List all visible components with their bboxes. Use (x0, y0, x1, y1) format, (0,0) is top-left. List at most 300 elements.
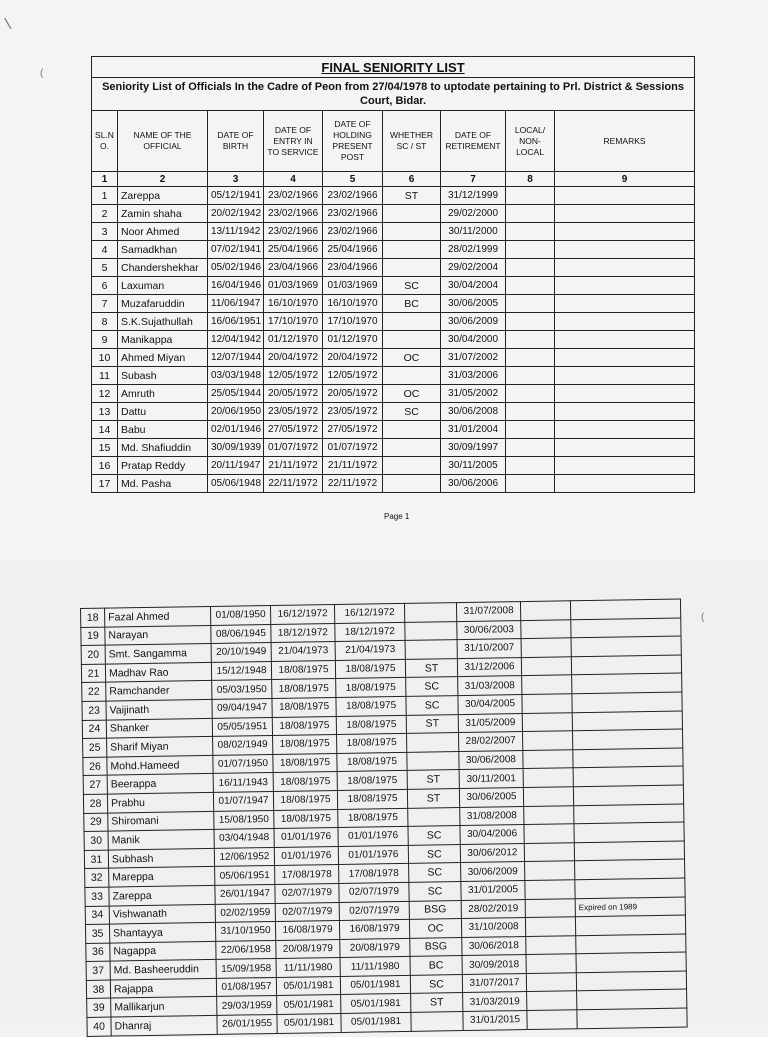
table-row (92, 277, 695, 295)
table-row (92, 313, 695, 331)
cell-category (383, 475, 441, 493)
column-number: 6 (383, 172, 441, 187)
cell-remarks (573, 748, 683, 768)
cell-date-of-present-post: 23/02/1966 (323, 223, 383, 241)
cell-date-of-entry: 21/11/1972 (264, 457, 323, 475)
table-row (92, 259, 695, 277)
cell-date-of-entry: 18/08/1975 (273, 753, 337, 773)
cell-official-name: Laxuman (118, 277, 208, 295)
table-row (92, 385, 695, 403)
cell-sl-no: 11 (92, 367, 118, 385)
cell-date-of-birth: 26/01/1955 (217, 1015, 277, 1035)
cell-local-status (506, 187, 555, 205)
cell-official-name: Manik (108, 830, 214, 850)
cell-category: OC (383, 385, 441, 403)
header-date-of-present-post: DATE OF HOLDING PRESENT POST (323, 111, 383, 172)
cell-date-of-entry: 01/07/1972 (264, 439, 323, 457)
cell-remarks (555, 403, 695, 421)
table-body (81, 599, 688, 1036)
cell-remarks (573, 766, 683, 786)
cell-remarks (577, 989, 687, 1009)
cell-date-of-entry: 22/11/1972 (264, 475, 323, 493)
cell-local-status (524, 842, 574, 861)
cell-date-of-present-post: 22/11/1972 (323, 475, 383, 493)
cell-remarks (572, 711, 682, 731)
cell-category (404, 603, 456, 622)
cell-date-of-present-post: 01/01/1976 (338, 827, 408, 847)
cell-date-of-retirement: 31/12/1999 (441, 187, 506, 205)
cell-date-of-retirement: 30/06/2018 (462, 936, 526, 956)
header-remarks: REMARKS (555, 111, 695, 172)
cell-sl-no: 34 (85, 906, 109, 925)
cell-date-of-present-post: 20/05/1972 (323, 385, 383, 403)
cell-remarks (555, 223, 695, 241)
cell-date-of-retirement: 28/02/2007 (459, 732, 523, 752)
cell-date-of-birth: 31/10/1950 (215, 922, 275, 942)
cell-official-name: Manikappa (118, 331, 208, 349)
table-row (92, 295, 695, 313)
cell-date-of-retirement: 30/06/2008 (441, 403, 506, 421)
cell-date-of-entry: 17/08/1978 (275, 865, 339, 885)
column-number-row (92, 172, 695, 187)
cell-date-of-entry: 23/02/1966 (264, 223, 323, 241)
cell-date-of-birth: 15/09/1958 (216, 959, 276, 979)
cell-category: SC (406, 696, 458, 715)
cell-date-of-birth: 20/10/1949 (211, 643, 271, 663)
cell-date-of-retirement: 30/09/1997 (441, 439, 506, 457)
cell-date-of-birth: 01/07/1947 (213, 791, 273, 811)
cell-official-name: Pratap Reddy (118, 457, 208, 475)
cell-date-of-present-post: 20/04/1972 (323, 349, 383, 367)
cell-official-name: Mareppa (109, 867, 215, 887)
cell-local-status (526, 954, 576, 973)
cell-date-of-entry: 18/08/1975 (272, 716, 336, 736)
cell-date-of-retirement: 30/06/2009 (441, 313, 506, 331)
cell-sl-no: 26 (83, 757, 107, 776)
cell-official-name: Chandershekhar (118, 259, 208, 277)
cell-date-of-birth: 01/08/1950 (210, 606, 270, 626)
cell-sl-no: 7 (92, 295, 118, 313)
cell-date-of-birth: 11/06/1947 (208, 295, 264, 313)
table-row (92, 421, 695, 439)
cell-date-of-birth: 16/06/1951 (208, 313, 264, 331)
cell-category (383, 223, 441, 241)
cell-official-name: Subhash (108, 848, 214, 868)
cell-category: BSG (409, 900, 461, 919)
cell-sl-no: 12 (92, 385, 118, 403)
cell-sl-no: 27 (83, 775, 107, 794)
cell-local-status (521, 638, 571, 657)
cell-sl-no: 37 (86, 961, 110, 980)
cell-remarks (571, 655, 681, 675)
cell-date-of-birth: 03/03/1948 (208, 367, 264, 385)
cell-category: BC (410, 956, 462, 975)
cell-category (407, 751, 459, 770)
cell-sl-no: 9 (92, 331, 118, 349)
cell-official-name: Mallikarjun (111, 997, 217, 1017)
cell-remarks (576, 971, 686, 991)
cell-local-status (506, 241, 555, 259)
cell-official-name: Mohd.Hameed (107, 755, 213, 775)
cell-date-of-entry: 18/08/1975 (272, 697, 336, 717)
cell-date-of-entry: 18/12/1972 (271, 623, 335, 643)
cell-date-of-present-post: 21/04/1973 (335, 641, 405, 661)
cell-official-name: Beerappa (107, 774, 213, 794)
table-row (92, 205, 695, 223)
cell-date-of-birth: 20/11/1947 (208, 457, 264, 475)
cell-date-of-present-post: 18/08/1975 (336, 715, 406, 735)
cell-official-name: Babu (118, 421, 208, 439)
cell-local-status (506, 349, 555, 367)
header-date-of-birth: DATE OF BIRTH (208, 111, 264, 172)
cell-sl-no: 33 (85, 887, 109, 906)
cell-date-of-present-post: 11/11/1980 (340, 957, 410, 977)
cell-official-name: Muzafaruddin (118, 295, 208, 313)
margin-mark: ( (40, 68, 44, 79)
cell-date-of-birth: 16/11/1943 (213, 773, 273, 793)
cell-date-of-retirement: 28/02/2019 (461, 899, 525, 919)
header-official-name: NAME OF THE OFFICIAL (118, 111, 208, 172)
cell-official-name: Shanker (106, 718, 212, 738)
cell-sl-no: 1 (92, 187, 118, 205)
cell-remarks (572, 729, 682, 749)
cell-sl-no: 2 (92, 205, 118, 223)
cell-date-of-entry: 18/08/1975 (274, 809, 338, 829)
cell-remarks (555, 421, 695, 439)
cell-date-of-retirement: 31/03/2008 (458, 676, 522, 696)
cell-date-of-entry: 01/03/1969 (264, 277, 323, 295)
cell-category (383, 241, 441, 259)
column-number: 9 (555, 172, 695, 187)
cell-category: ST (407, 789, 459, 808)
cell-remarks (555, 187, 695, 205)
table-row (92, 367, 695, 385)
cell-date-of-birth: 05/06/1948 (208, 475, 264, 493)
column-number: 1 (92, 172, 118, 187)
cell-date-of-present-post: 25/04/1966 (323, 241, 383, 259)
cell-date-of-entry: 23/02/1966 (264, 205, 323, 223)
cell-date-of-present-post: 18/08/1975 (337, 752, 407, 772)
cell-date-of-birth: 03/04/1948 (214, 829, 274, 849)
cell-remarks (575, 915, 685, 935)
cell-category: SC (383, 403, 441, 421)
cell-date-of-retirement: 30/04/2005 (458, 695, 522, 715)
cell-date-of-present-post: 18/08/1975 (338, 808, 408, 828)
cell-category (408, 807, 460, 826)
cell-official-name: Zareppa (109, 885, 215, 905)
cell-date-of-retirement: 30/04/2006 (460, 825, 524, 845)
cell-date-of-present-post: 23/05/1972 (323, 403, 383, 421)
cell-sl-no: 22 (82, 682, 106, 701)
cell-sl-no: 30 (84, 831, 108, 850)
header-local-status: LOCAL/ NON- LOCAL (506, 111, 555, 172)
cell-official-name: Dhanraj (111, 1015, 217, 1035)
document-title: FINAL SENIORITY LIST (92, 57, 695, 78)
cell-date-of-entry: 05/01/1981 (277, 1014, 341, 1034)
cell-date-of-retirement: 31/07/2008 (456, 602, 520, 622)
cell-date-of-entry: 18/08/1975 (272, 679, 336, 699)
cell-remarks (555, 475, 695, 493)
cell-date-of-retirement: 31/03/2019 (463, 992, 527, 1012)
cell-official-name: Noor Ahmed (118, 223, 208, 241)
cell-category (383, 259, 441, 277)
cell-date-of-entry: 02/07/1979 (275, 883, 339, 903)
cell-local-status (506, 367, 555, 385)
cell-local-status (522, 712, 572, 731)
cell-date-of-entry: 02/07/1979 (275, 902, 339, 922)
cell-date-of-present-post: 18/12/1972 (335, 622, 405, 642)
column-number: 2 (118, 172, 208, 187)
cell-date-of-present-post: 17/08/1978 (339, 864, 409, 884)
cell-date-of-entry: 27/05/1972 (264, 421, 323, 439)
cell-local-status (506, 295, 555, 313)
cell-official-name: Nagappa (110, 941, 216, 961)
cell-date-of-entry: 17/10/1970 (264, 313, 323, 331)
cell-category (383, 439, 441, 457)
cell-sl-no: 3 (92, 223, 118, 241)
cell-date-of-entry: 18/08/1975 (271, 660, 335, 680)
cell-sl-no: 35 (85, 924, 109, 943)
cell-local-status (506, 403, 555, 421)
cell-date-of-entry: 01/01/1976 (274, 828, 338, 848)
cell-date-of-present-post: 05/01/1981 (341, 994, 411, 1014)
column-header-row (92, 111, 695, 172)
cell-date-of-birth: 05/05/1951 (212, 717, 272, 737)
cell-remarks (555, 277, 695, 295)
cell-date-of-entry: 23/05/1972 (264, 403, 323, 421)
cell-local-status (521, 657, 571, 676)
cell-date-of-retirement: 30/06/2006 (441, 475, 506, 493)
table-body (92, 187, 695, 493)
cell-date-of-birth: 12/04/1942 (208, 331, 264, 349)
cell-official-name: Zareppa (118, 187, 208, 205)
cell-date-of-retirement: 30/06/2008 (459, 750, 523, 770)
cell-date-of-present-post: 27/05/1972 (323, 421, 383, 439)
cell-date-of-present-post: 16/12/1972 (334, 603, 404, 623)
cell-date-of-entry: 05/01/1981 (276, 976, 340, 996)
margin-mark: \ (3, 15, 13, 34)
cell-date-of-present-post: 16/08/1979 (339, 919, 409, 939)
cell-category: ST (411, 993, 463, 1012)
cell-sl-no: 24 (82, 720, 106, 739)
cell-date-of-retirement: 30/06/2005 (441, 295, 506, 313)
cell-official-name: Prabhu (107, 792, 213, 812)
cell-date-of-entry: 16/10/1970 (264, 295, 323, 313)
cell-sl-no: 32 (85, 868, 109, 887)
cell-sl-no: 36 (86, 943, 110, 962)
table-row (92, 187, 695, 205)
cell-remarks (574, 804, 684, 824)
header-sl-no: SL.N O. (92, 111, 118, 172)
cell-official-name: Ahmed Miyan (118, 349, 208, 367)
cell-date-of-retirement: 30/11/2005 (441, 457, 506, 475)
cell-category: BSG (410, 937, 462, 956)
cell-remarks (555, 367, 695, 385)
cell-date-of-entry: 20/04/1972 (264, 349, 323, 367)
table-row (92, 475, 695, 493)
cell-date-of-birth: 05/02/1946 (208, 259, 264, 277)
cell-date-of-retirement: 31/01/2015 (463, 1011, 527, 1031)
cell-official-name: Fazal Ahmed (105, 606, 211, 626)
cell-official-name: Md. Pasha (118, 475, 208, 493)
cell-sl-no: 39 (87, 999, 111, 1018)
cell-official-name: Sharif Miyan (107, 737, 213, 757)
cell-official-name: Shantayya (109, 923, 215, 943)
cell-remarks (555, 295, 695, 313)
cell-date-of-retirement: 31/07/2017 (462, 973, 526, 993)
cell-date-of-entry: 25/04/1966 (264, 241, 323, 259)
cell-date-of-present-post: 02/07/1979 (339, 901, 409, 921)
cell-date-of-present-post: 01/12/1970 (323, 331, 383, 349)
cell-date-of-present-post: 18/08/1975 (335, 659, 405, 679)
cell-remarks (555, 349, 695, 367)
cell-date-of-entry: 12/05/1972 (264, 367, 323, 385)
cell-category: ST (406, 714, 458, 733)
cell-remarks (576, 934, 686, 954)
cell-category (383, 367, 441, 385)
cell-sl-no: 23 (82, 701, 106, 720)
cell-remarks (571, 618, 681, 638)
cell-local-status (522, 731, 572, 750)
cell-date-of-entry: 23/02/1966 (264, 187, 323, 205)
cell-date-of-retirement: 29/02/2004 (441, 259, 506, 277)
cell-date-of-retirement: 30/06/2009 (461, 862, 525, 882)
cell-date-of-retirement: 30/11/2001 (459, 769, 523, 789)
cell-remarks (575, 859, 685, 879)
cell-category (405, 640, 457, 659)
cell-date-of-retirement: 31/08/2008 (460, 806, 524, 826)
cell-remarks (555, 385, 695, 403)
cell-date-of-retirement: 31/10/2008 (461, 918, 525, 938)
cell-local-status (526, 973, 576, 992)
cell-sl-no: 6 (92, 277, 118, 295)
cell-category: SC (406, 677, 458, 696)
cell-date-of-present-post: 21/11/1972 (323, 457, 383, 475)
cell-date-of-birth: 07/02/1941 (208, 241, 264, 259)
column-number: 5 (323, 172, 383, 187)
page-label: Page 1 (384, 512, 410, 521)
cell-date-of-entry: 18/08/1975 (273, 735, 337, 755)
cell-date-of-entry: 16/08/1979 (275, 921, 339, 941)
cell-sl-no: 17 (92, 475, 118, 493)
cell-remarks (555, 439, 695, 457)
cell-date-of-present-post: 18/08/1975 (336, 696, 406, 716)
cell-local-status (506, 223, 555, 241)
seniority-table-page-2 (80, 599, 688, 1037)
cell-date-of-birth: 16/04/1946 (208, 277, 264, 295)
cell-category: OC (409, 919, 461, 938)
cell-date-of-present-post: 18/08/1975 (337, 734, 407, 754)
cell-sl-no: 4 (92, 241, 118, 259)
cell-sl-no: 10 (92, 349, 118, 367)
cell-date-of-retirement: 31/03/2006 (441, 367, 506, 385)
cell-date-of-entry: 20/05/1972 (264, 385, 323, 403)
cell-category: ST (407, 770, 459, 789)
cell-remarks (577, 1008, 687, 1028)
cell-remarks (570, 599, 680, 619)
cell-official-name: Zamin shaha (118, 205, 208, 223)
cell-remarks (571, 636, 681, 656)
cell-date-of-retirement: 30/06/2012 (460, 843, 524, 863)
column-number: 7 (441, 172, 506, 187)
column-number: 3 (208, 172, 264, 187)
cell-local-status (525, 898, 575, 917)
cell-date-of-birth: 02/02/1959 (215, 903, 275, 923)
cell-local-status (524, 805, 574, 824)
cell-category: SC (409, 863, 461, 882)
cell-date-of-retirement: 30/04/2004 (441, 277, 506, 295)
cell-official-name: Shiromani (108, 811, 214, 831)
cell-remarks (576, 952, 686, 972)
cell-date-of-birth: 09/04/1947 (212, 698, 272, 718)
cell-date-of-present-post: 18/08/1975 (337, 789, 407, 809)
cell-remarks (575, 878, 685, 898)
cell-date-of-entry: 11/11/1980 (276, 958, 340, 978)
cell-date-of-present-post: 01/07/1972 (323, 439, 383, 457)
cell-local-status (523, 787, 573, 806)
cell-date-of-birth: 26/01/1947 (215, 884, 275, 904)
cell-date-of-entry: 16/12/1972 (270, 605, 334, 625)
cell-date-of-entry: 21/04/1973 (271, 642, 335, 662)
cell-date-of-birth: 22/06/1958 (216, 940, 276, 960)
cell-sl-no: 19 (81, 627, 105, 646)
cell-date-of-retirement: 31/12/2006 (457, 657, 521, 677)
cell-sl-no: 18 (81, 608, 105, 627)
cell-remarks (555, 241, 695, 259)
cell-local-status (525, 880, 575, 899)
cell-date-of-birth: 08/02/1949 (213, 736, 273, 756)
cell-date-of-entry: 20/08/1979 (276, 939, 340, 959)
cell-remarks (574, 822, 684, 842)
cell-remarks (572, 673, 682, 693)
cell-sl-no: 13 (92, 403, 118, 421)
cell-sl-no: 29 (84, 813, 108, 832)
cell-local-status (524, 824, 574, 843)
cell-date-of-present-post: 16/10/1970 (323, 295, 383, 313)
cell-date-of-present-post: 17/10/1970 (323, 313, 383, 331)
table-row (92, 403, 695, 421)
cell-date-of-birth: 12/07/1944 (208, 349, 264, 367)
cell-date-of-birth: 15/08/1950 (214, 810, 274, 830)
cell-date-of-entry: 01/01/1976 (274, 846, 338, 866)
cell-local-status (523, 768, 573, 787)
cell-sl-no: 40 (87, 1017, 111, 1036)
cell-category: BC (383, 295, 441, 313)
cell-category: SC (383, 277, 441, 295)
cell-official-name: Samadkhan (118, 241, 208, 259)
cell-date-of-birth: 30/09/1939 (208, 439, 264, 457)
cell-local-status (520, 601, 570, 620)
cell-remarks (573, 785, 683, 805)
cell-official-name: Madhav Rao (105, 662, 211, 682)
cell-category (383, 205, 441, 223)
cell-remarks: Expired on 1989 (575, 897, 685, 917)
cell-date-of-entry: 18/08/1975 (273, 772, 337, 792)
cell-local-status (522, 694, 572, 713)
cell-date-of-present-post: 23/04/1966 (323, 259, 383, 277)
header-date-of-entry: DATE OF ENTRY IN TO SERVICE (264, 111, 323, 172)
cell-date-of-birth: 05/06/1951 (215, 866, 275, 886)
cell-category (405, 621, 457, 640)
cell-date-of-retirement: 31/01/2004 (441, 421, 506, 439)
cell-date-of-entry: 23/04/1966 (264, 259, 323, 277)
cell-local-status (506, 385, 555, 403)
cell-official-name: Narayan (105, 625, 211, 645)
table-row (92, 349, 695, 367)
cell-remarks (555, 205, 695, 223)
cell-category (383, 313, 441, 331)
column-number: 4 (264, 172, 323, 187)
